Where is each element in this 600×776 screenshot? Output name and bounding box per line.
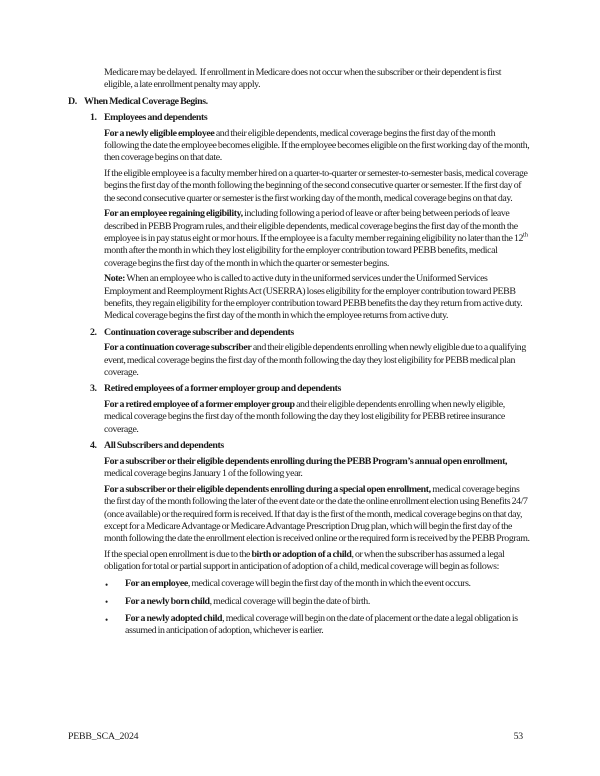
bold-text-run: For a subscriber or their eligible dependents enrolling during a special open enrollment,: [104, 483, 431, 495]
bullet-icon: •: [105, 579, 108, 590]
text-run: medical coverage begins the first day of the month following the later of the event date or the date the online enrollment election using Benefits 24/7 (once available) or the required form is received. If that day is the first of the month, medical coverage begins on that day, except for a Medicare Advantage or Medicare Advantage Prescription Drug plan, which will begin the first day of the month following the date the enrollment election is received online or the required form is received by the PEBB Program.: [104, 483, 530, 545]
body-paragraph: [104, 128, 531, 165]
text-run: , medical coverage will begin on the date of placement or the date a legal obligation is assumed in anticipation of adoption, whichever is earlier.: [125, 613, 518, 637]
bullet-item: [104, 578, 531, 590]
bullet-item: [104, 613, 531, 638]
item-title: Retired employees of a former employer group and dependents: [104, 383, 341, 395]
bold-text-run: For a newly eligible employee: [104, 127, 215, 139]
body-paragraph: [104, 208, 531, 269]
item-heading: [90, 440, 531, 452]
numbered-item: [90, 112, 531, 323]
body-paragraph: [104, 342, 531, 379]
bold-text-run: For a retired employee of a former employer group: [104, 399, 295, 411]
body-paragraph: [104, 168, 531, 205]
section-title: When Medical Coverage Begins.: [84, 95, 208, 107]
numbered-item: [90, 327, 531, 380]
text-run: Medicare may be delayed. If enrollment in Medicare does not occur when the subscriber or their dependent is first eligible, a late enrollment penalty may apply.: [104, 67, 502, 91]
text-run: including following a period of leave or after being between periods of leave described in PEBB Program rules, and their eligible dependents, medical coverage begins the first day of the month the employee is in pay status eight or mor hours. If the employee is a faculty member regaining eligibility no later than the 12: [104, 208, 524, 245]
text-run: and their eligible dependents enrolling when newly eligible due to a qualifying event, medical coverage begins the first day of the month following the day they lost eligibility for PEBB medical plan coverage.: [104, 342, 526, 379]
body-paragraph: [104, 484, 531, 545]
text-run: month after the month in which they lost eligibility for the employer contribution toward PEBB benefits, medical coverage begins the first day of the month in which the quarter or semester begins.: [104, 245, 498, 269]
text-run: If the special open enrollment is due to the: [104, 548, 252, 560]
item-number: 3.: [90, 383, 97, 395]
bullet-item: [104, 596, 531, 608]
text-run: and their eligible dependents enrolling when newly eligible, medical coverage begins the first day of the month following the day they lost eligibility for PEBB retiree insurance coverage.: [104, 399, 505, 435]
bold-text-run: For a newly adopted child: [125, 613, 223, 625]
superscript-text: th: [523, 231, 528, 239]
text-run: , medical coverage will begin the first day of the month in which the event occurs.: [187, 578, 471, 590]
item-heading: [90, 383, 531, 395]
bullet-icon: •: [105, 597, 108, 608]
bullet-list: [104, 578, 531, 637]
bold-text-run: birth or adoption of a child: [251, 548, 352, 560]
text-run: and their eligible dependents, medical coverage begins the first day of the month following the date the employee becomes eligible. If the employee becomes eligible on the first working day of the month, then coverage begins on that date.: [104, 127, 530, 164]
body-paragraph: [104, 273, 531, 322]
text-run: , or when the subscriber has assumed a legal obligation for total or partial support in anticipation of adoption of a child, medical coverage will begin as follows:: [104, 548, 505, 573]
numbered-item: [90, 383, 531, 436]
bold-text-run: For a newly born child: [125, 595, 210, 607]
bold-text-run: For an employee regaining eligibility,: [104, 208, 243, 220]
text-run: medical coverage begins January 1 of the following year.: [104, 468, 303, 480]
bold-text-run: For a continuation coverage subscriber: [104, 342, 252, 354]
intro-paragraph: [104, 67, 531, 92]
numbered-item-list: [68, 112, 531, 638]
body-paragraph: [104, 399, 531, 436]
page-content: [68, 67, 531, 638]
footer-page-number: 53: [513, 731, 523, 742]
bold-text-run: For an employee: [125, 578, 188, 590]
section-label: D.: [68, 95, 77, 107]
numbered-item: [90, 440, 531, 638]
bold-text-run: Note:: [104, 273, 126, 285]
item-title: All Subscribers and dependents: [104, 440, 224, 452]
item-number: 1.: [90, 111, 97, 123]
item-number: 4.: [90, 440, 97, 452]
item-number: 2.: [90, 326, 97, 338]
item-heading: [90, 327, 531, 339]
section-heading: [68, 96, 531, 108]
item-title: Continuation coverage subscriber and dependents: [104, 326, 294, 338]
footer-document-id: PEBB_SCA_2024: [68, 731, 139, 742]
page-footer: [68, 731, 523, 743]
bold-text-run: For a subscriber or their eligible dependents enrolling during the PEBB Program’s annual open enrollment,: [104, 455, 508, 467]
text-run: If the eligible employee is a faculty member hired on a quarter-to-quarter or semester-to-semester basis, medical coverage begins the first day of the month following the beginning of the second consecutive quarter or semester. If the first day of the second consecutive quarter or semester is the first working day of the month, medical coverage begins on that day.: [104, 168, 528, 204]
item-title: Employees and dependents: [104, 111, 208, 123]
item-heading: [90, 112, 531, 124]
body-paragraph: [104, 456, 531, 481]
body-paragraph: [104, 549, 531, 574]
text-run: When an employee who is called to active duty in the uniformed services under the Uniformed Services Employment and Reemployment Rights Act (USERRA) loses eligibility for the employer contribution toward PEBB benefits, they regain eligibility for the employer contribution toward PEBB benefits the day they return from active duty. Medical coverage begins the first day of the month in which the employee returns from active duty.: [104, 273, 523, 322]
text-run: , medical coverage will begin the date of birth.: [209, 595, 370, 607]
bullet-icon: •: [105, 614, 108, 625]
